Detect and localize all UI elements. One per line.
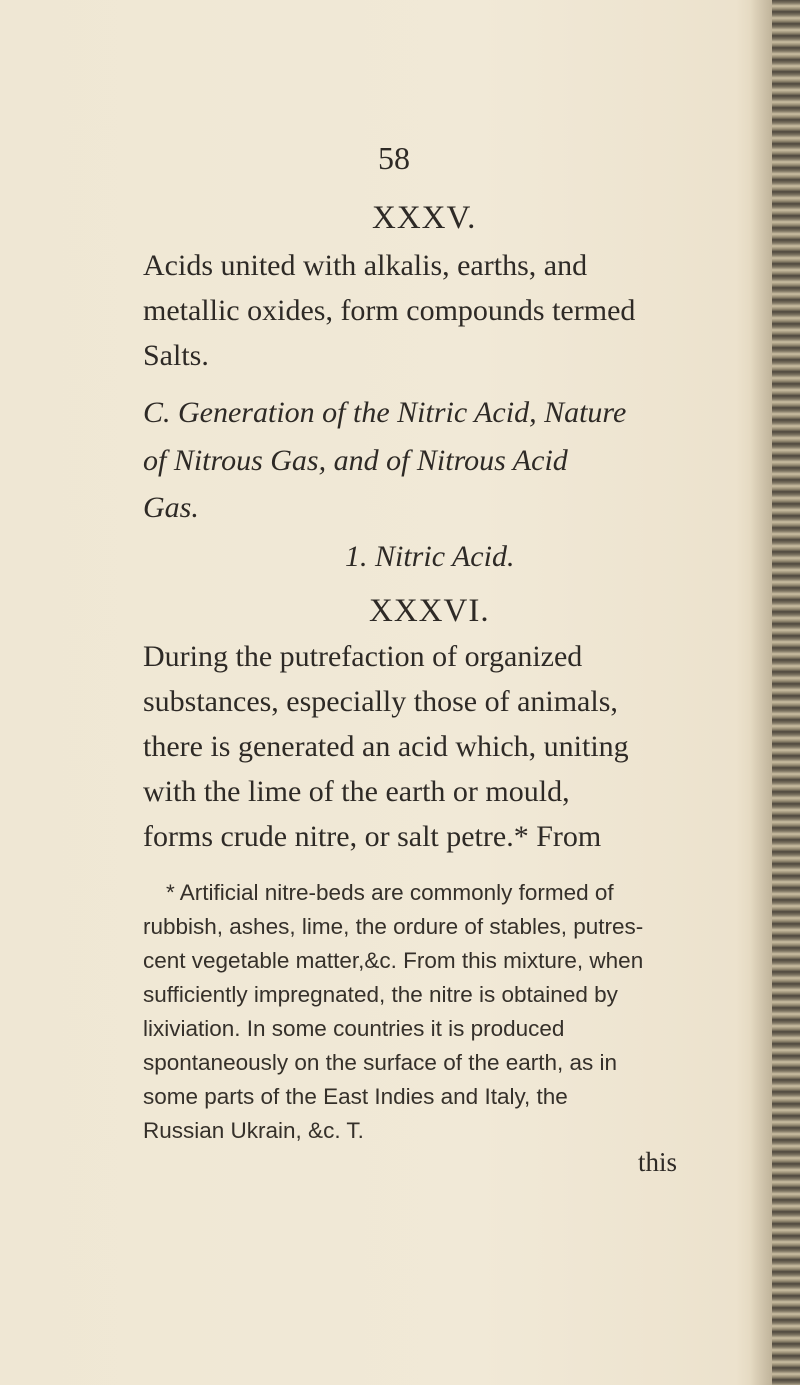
footnote-line-2: rubbish, ashes, lime, the ordure of stables, putres- bbox=[143, 914, 644, 939]
footnote-line-3: cent vegetable matter,&c. From this mixture, when bbox=[143, 948, 644, 973]
catchword: this bbox=[638, 1147, 678, 1177]
footnote-line-8: Russian Ukrain, &c. T. bbox=[143, 1118, 364, 1143]
section-heading-xxxvi: XXXVI. bbox=[369, 593, 490, 629]
sec35-line-2: metallic oxides, form compounds termed bbox=[143, 294, 636, 327]
sec36-line-4: with the lime of the earth or mould, bbox=[143, 775, 570, 808]
footnote-line-1: * Artificial nitre-beds are commonly formed of bbox=[166, 880, 614, 905]
sec36-line-5: forms crude nitre, or salt petre.* From bbox=[143, 820, 602, 853]
sec35-line-3: Salts. bbox=[143, 339, 209, 372]
book-edge bbox=[772, 0, 800, 1385]
sec36-line-2: substances, especially those of animals, bbox=[143, 685, 618, 718]
section-c-line-3: Gas. bbox=[143, 491, 199, 524]
section-c-line-2: of Nitrous Gas, and of Nitrous Acid bbox=[143, 444, 568, 477]
section-c-line-1: C. Generation of the Nitric Acid, Nature bbox=[143, 396, 627, 429]
footnote-line-5: lixiviation. In some countries it is produced bbox=[143, 1016, 565, 1041]
page-edge-shadow bbox=[750, 0, 772, 1385]
section-heading-xxxv: XXXV. bbox=[372, 200, 477, 236]
page-number: 58 bbox=[378, 140, 410, 176]
sec35-line-1: Acids united with alkalis, earths, and bbox=[143, 249, 588, 282]
footnote-line-7: some parts of the East Indies and Italy, the bbox=[143, 1084, 568, 1109]
footnote-line-4: sufficiently impregnated, the nitre is obtained by bbox=[143, 982, 618, 1007]
sec36-line-1: During the putrefaction of organized bbox=[143, 640, 583, 673]
sec36-line-3: there is generated an acid which, uniting bbox=[143, 730, 629, 763]
subsection-nitric-acid: 1. Nitric Acid. bbox=[345, 540, 515, 573]
footnote-line-6: spontaneously on the surface of the earth, as in bbox=[143, 1050, 618, 1075]
